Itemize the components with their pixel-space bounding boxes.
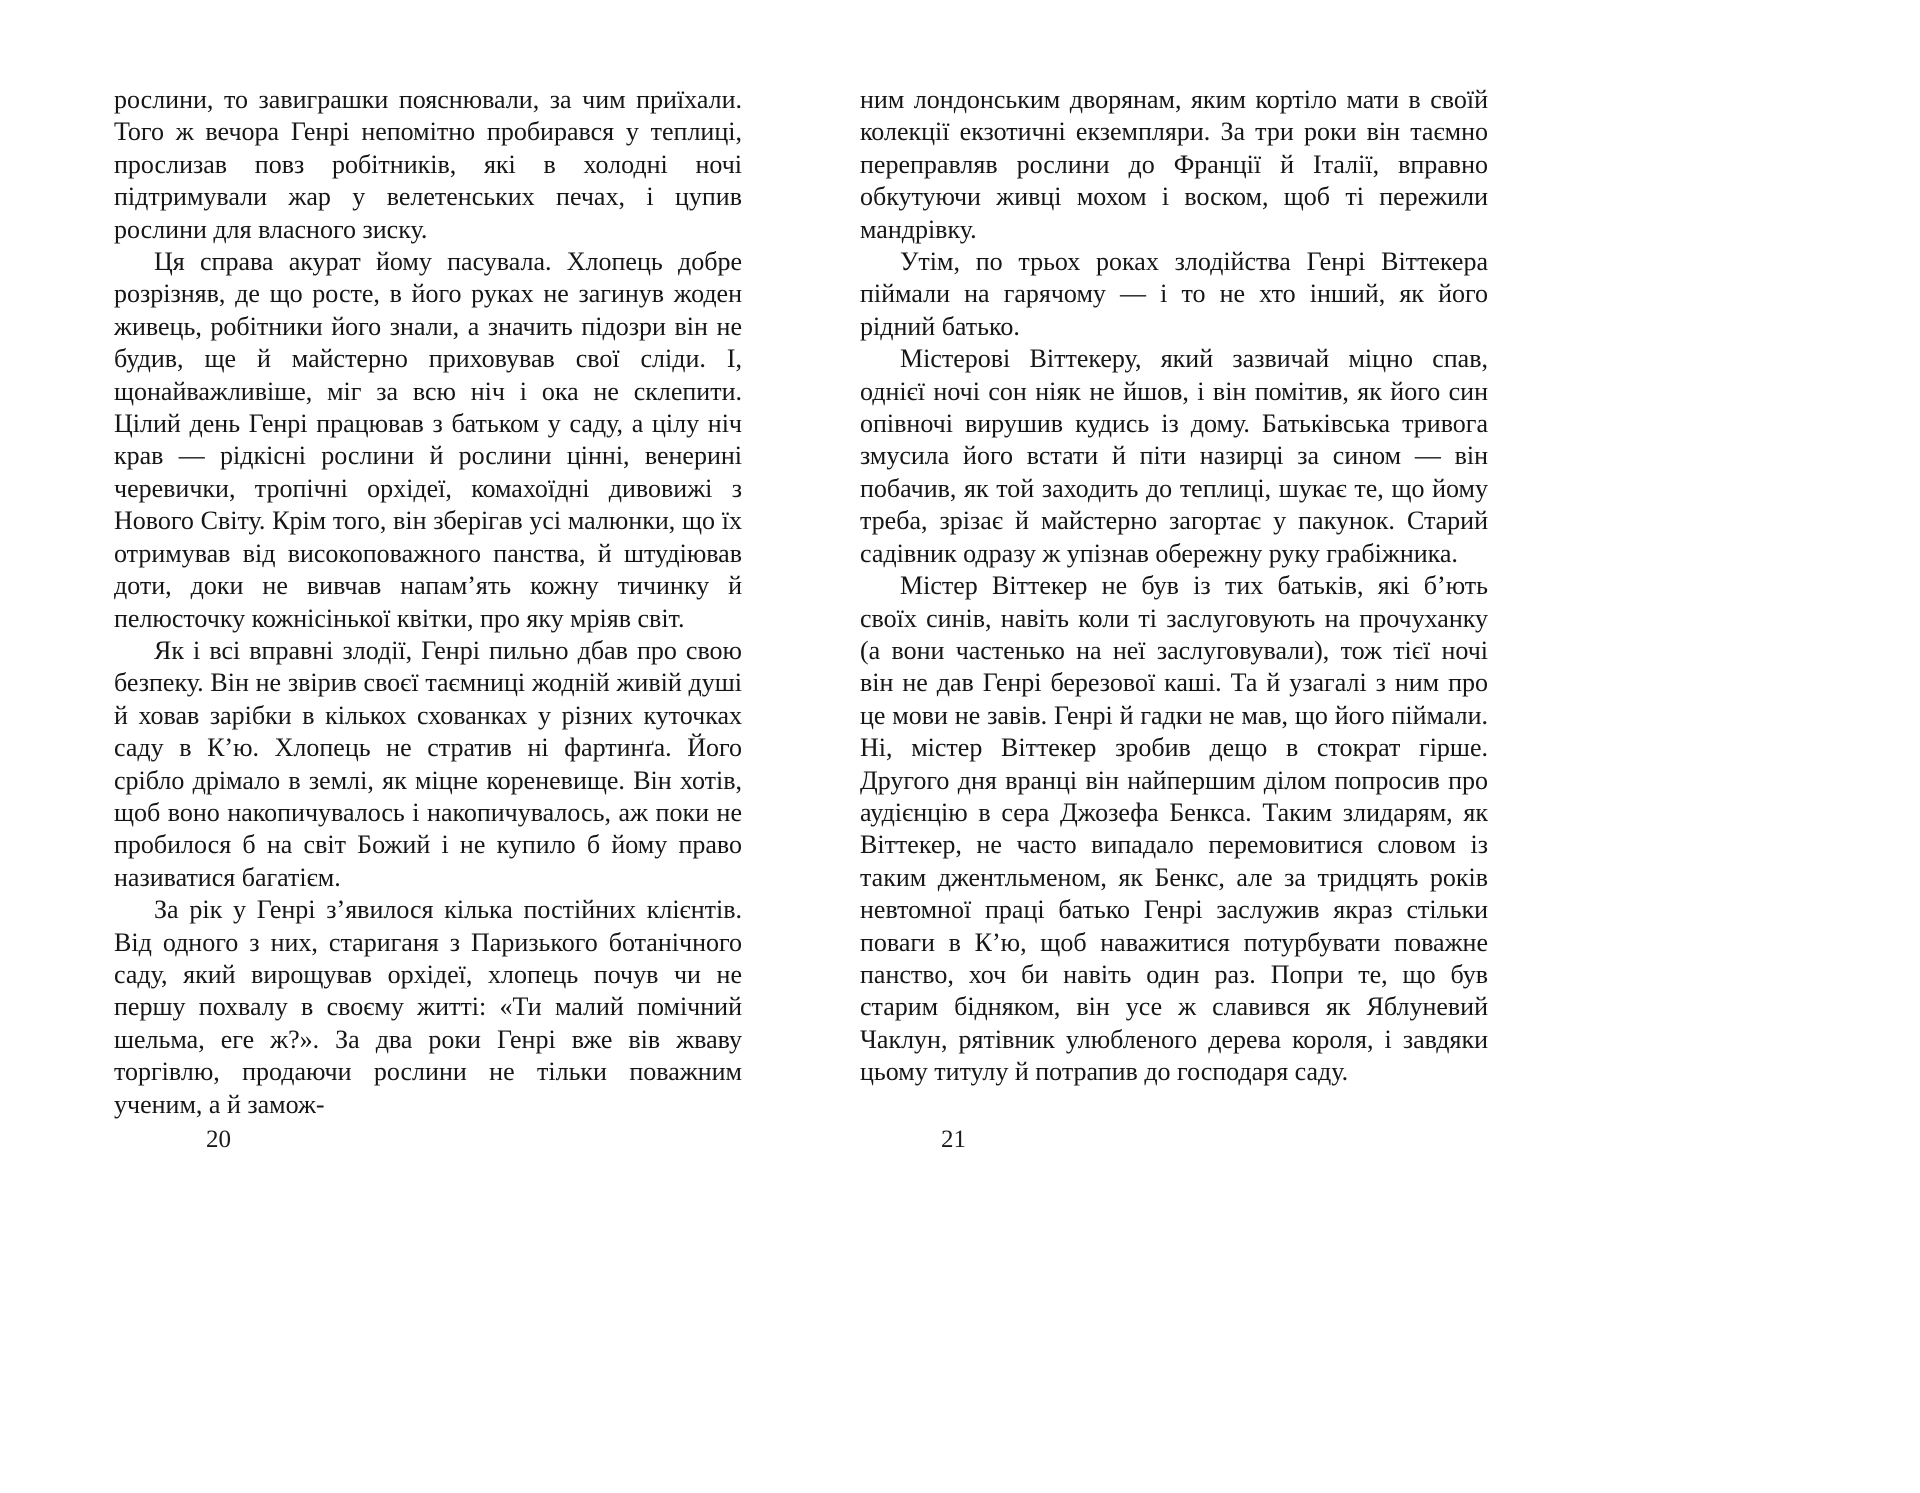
paragraph: Ця справа акурат йому пасувала. Хлопець добре розрізняв, де що росте, в його руках не загинув жоден живець, робітники його знали, а значить підозри він не будив, ще й майстерно приховував свої сліди. І, щонайважливіше, міг за всю ніч і ока не склепити. Цілий день Генрі працював з батьком у саду, а цілу ніч крав — рідкісні рослини й рослини цінні, венерині черевички, тропічні орхідеї, комахоїдні дивовижі з Нового Світу. Крім того, він зберігав усі малюнки, що їх отримував від високоповажного панства, й штудіював доти, доки не вивчав напам’ять кожну тичинку й пелюсточку кожнісінької квітки, про яку мріяв світ. (114, 247, 742, 633)
paragraph: Утім, по трьох роках злодійства Генрі Віттекера піймали на гарячому — і то не хто інший, як його рідний батько. (860, 247, 1488, 341)
paragraph: ним лондонським дворянам, яким кортіло мати в своїй колекції екзотичні екземпляри. За три роки він таємно переправляв рослини до Франції й Італії, вправно обкутуючи живці мохом і воском, щоб ті пережили мандрівку. (860, 85, 1488, 244)
page-number-left: 20 (206, 1126, 231, 1153)
paragraph: Містер Віттекер не був із тих батьків, які б’ють своїх синів, навіть коли ті заслуговують на прочуханку (а вони частенько на неї заслуговували), тож тієї ночі він не дав Генрі березової каші. Та й узагалі з ним про це мови не завів. Генрі й гадки не мав, що його піймали. Ні, містер Віттекер зробив дещо в стократ гірше. Другого дня вранці він найпершим ділом попросив про аудієнцію в сера Джозефа Бенкса. Таким злидарям, як Віттекер, не часто випадало перемовитися словом із таким джентльменом, як Бенкс, але за тридцять років невтомної праці батько Генрі заслужив якраз стільки поваги в К’ю, щоб наважитися потурбувати поважне панство, хоч би навіть один раз. Попри те, що був старим бідняком, він усе ж славився як Яблуневий Чаклун, рятівник улюбленого дерева короля, і завдяки цьому титулу й потрапив до господаря саду. (860, 571, 1488, 1087)
page-right-text-column (860, 84, 1488, 1089)
paragraph: За рік у Генрі з’явилося кілька постійних клієнтів. Від одного з них, стариганя з Паризького ботанічного саду, який вирощував орхідеї, хлопець почув чи не першу похвалу в своєму житті: «Ти малий помічний шельма, еге ж?». За два роки Генрі вже вів жваву торгівлю, продаючи рослини не тільки поважним ученим, а й замож- (114, 895, 742, 1119)
paragraph: рослини, то завиграшки пояснювали, за чим приїхали. Того ж вечора Генрі непомітно пробирався у теплиці, прослизав повз робітників, які в холодні ночі підтримували жар у велетенських печах, і цупив рослини для власного зиску. (114, 85, 742, 244)
page-number-right: 21 (941, 1126, 966, 1153)
paragraph: Як і всі вправні злодії, Генрі пильно дбав про свою безпеку. Він не звірив своєї таємниці жодній живій душі й ховав зарібки в кількох схованках у різних куточках саду в К’ю. Хлопець не стратив ні фартинґа. Його срібло дрімало в землі, як міцне кореневище. Він хотів, щоб воно накопичувалось і накопичувалось, аж поки не пробилося б на світ Божий і не купило б йому право називатися багатієм. (114, 635, 742, 892)
page-left-text-column (114, 84, 742, 1121)
paragraph: Містерові Віттекеру, який зазвичай міцно спав, однієї ночі сон ніяк не йшов, і він помітив, як його син опівночі вирушив кудись із дому. Батьківська тривога змусила його встати й піти назирці за сином — він побачив, як той заходить до теплиці, шукає те, що йому треба, зрізає й майстерно загортає у пакунок. Старий садівник одразу ж упізнав обережну руку грабіжника. (860, 344, 1488, 568)
